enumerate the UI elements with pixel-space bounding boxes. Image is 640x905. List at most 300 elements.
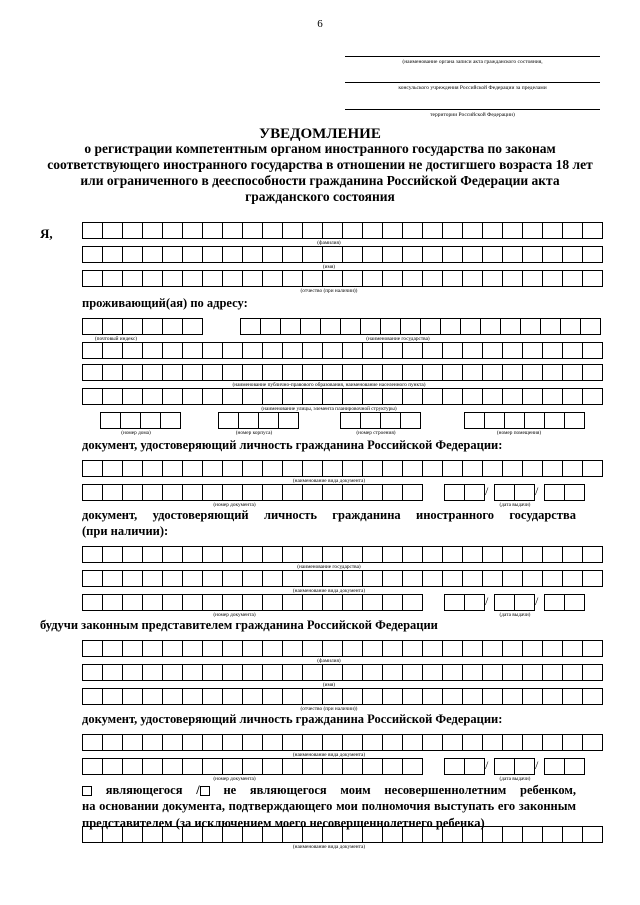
input-cell[interactable]: [82, 342, 103, 359]
input-cell[interactable]: [342, 484, 363, 501]
input-cell[interactable]: [122, 570, 143, 587]
input-cell[interactable]: [242, 364, 263, 381]
input-cell[interactable]: [142, 318, 163, 335]
input-cell[interactable]: [402, 594, 423, 611]
input-cell[interactable]: [322, 484, 343, 501]
input-cell[interactable]: [522, 664, 543, 681]
input-cell[interactable]: [442, 734, 463, 751]
input-cell[interactable]: [582, 734, 603, 751]
input-cell[interactable]: [342, 246, 363, 263]
input-cell[interactable]: [322, 388, 343, 405]
child-name-field[interactable]: [82, 664, 602, 681]
input-cell[interactable]: [462, 460, 483, 477]
input-cell[interactable]: [162, 664, 183, 681]
input-cell[interactable]: [140, 412, 161, 429]
input-cell[interactable]: [322, 546, 343, 563]
input-cell[interactable]: [462, 546, 483, 563]
input-cell[interactable]: [102, 570, 123, 587]
input-cell[interactable]: [442, 364, 463, 381]
input-cell[interactable]: [322, 688, 343, 705]
input-cell[interactable]: [544, 412, 565, 429]
input-cell[interactable]: [420, 318, 441, 335]
input-cell[interactable]: [442, 570, 463, 587]
input-cell[interactable]: [162, 640, 183, 657]
input-cell[interactable]: [122, 664, 143, 681]
input-cell[interactable]: [382, 388, 403, 405]
input-cell[interactable]: [522, 640, 543, 657]
input-cell[interactable]: [302, 270, 323, 287]
input-cell[interactable]: [402, 570, 423, 587]
input-cell[interactable]: [382, 664, 403, 681]
input-cell[interactable]: [522, 270, 543, 287]
input-cell[interactable]: [122, 364, 143, 381]
input-cell[interactable]: [482, 570, 503, 587]
input-cell[interactable]: [82, 826, 103, 843]
input-cell[interactable]: [82, 594, 103, 611]
input-cell[interactable]: [544, 484, 565, 501]
input-cell[interactable]: [302, 546, 323, 563]
input-cell[interactable]: [82, 546, 103, 563]
input-cell[interactable]: [302, 342, 323, 359]
input-cell[interactable]: [342, 222, 363, 239]
input-cell[interactable]: [340, 318, 361, 335]
input-cell[interactable]: [202, 246, 223, 263]
input-cell[interactable]: [82, 270, 103, 287]
input-cell[interactable]: [542, 222, 563, 239]
input-cell[interactable]: [302, 688, 323, 705]
input-cell[interactable]: [202, 270, 223, 287]
input-cell[interactable]: [582, 270, 603, 287]
child-surname-field[interactable]: [82, 640, 602, 657]
input-cell[interactable]: [462, 826, 483, 843]
input-cell[interactable]: [382, 640, 403, 657]
input-cell[interactable]: [322, 570, 343, 587]
input-cell[interactable]: [544, 594, 565, 611]
input-cell[interactable]: [562, 640, 583, 657]
foreign-issue-month-field[interactable]: [494, 594, 534, 611]
input-cell[interactable]: [142, 734, 163, 751]
input-cell[interactable]: [320, 318, 341, 335]
input-cell[interactable]: [442, 270, 463, 287]
input-cell[interactable]: [82, 664, 103, 681]
input-cell[interactable]: [142, 270, 163, 287]
input-cell[interactable]: [582, 364, 603, 381]
input-cell[interactable]: [504, 412, 525, 429]
input-cell[interactable]: [342, 460, 363, 477]
input-cell[interactable]: [202, 594, 223, 611]
input-cell[interactable]: [102, 342, 123, 359]
input-cell[interactable]: [342, 364, 363, 381]
input-cell[interactable]: [542, 388, 563, 405]
input-cell[interactable]: [182, 594, 203, 611]
input-cell[interactable]: [442, 546, 463, 563]
input-cell[interactable]: [82, 364, 103, 381]
input-cell[interactable]: [582, 546, 603, 563]
input-cell[interactable]: [562, 734, 583, 751]
input-cell[interactable]: [322, 758, 343, 775]
input-cell[interactable]: [562, 246, 583, 263]
input-cell[interactable]: [102, 364, 123, 381]
input-cell[interactable]: [282, 342, 303, 359]
input-cell[interactable]: [242, 826, 263, 843]
house-number-field[interactable]: [100, 412, 180, 429]
input-cell[interactable]: [240, 318, 261, 335]
input-cell[interactable]: [402, 364, 423, 381]
input-cell[interactable]: [222, 246, 243, 263]
input-cell[interactable]: [142, 758, 163, 775]
input-cell[interactable]: [422, 270, 443, 287]
input-cell[interactable]: [482, 246, 503, 263]
input-cell[interactable]: [322, 342, 343, 359]
input-cell[interactable]: [222, 640, 243, 657]
input-cell[interactable]: [122, 546, 143, 563]
input-cell[interactable]: [242, 688, 263, 705]
input-cell[interactable]: [182, 318, 203, 335]
input-cell[interactable]: [242, 734, 263, 751]
child-doc-number-field[interactable]: [82, 758, 422, 775]
input-cell[interactable]: [442, 826, 463, 843]
input-cell[interactable]: [82, 570, 103, 587]
input-cell[interactable]: [494, 484, 515, 501]
input-cell[interactable]: [322, 664, 343, 681]
input-cell[interactable]: [322, 270, 343, 287]
foreign-issue-year-field[interactable]: [544, 594, 584, 611]
input-cell[interactable]: [582, 664, 603, 681]
input-cell[interactable]: [464, 758, 485, 775]
input-cell[interactable]: [122, 594, 143, 611]
input-cell[interactable]: [162, 364, 183, 381]
input-cell[interactable]: [502, 734, 523, 751]
input-cell[interactable]: [480, 318, 501, 335]
input-cell[interactable]: [582, 826, 603, 843]
input-cell[interactable]: [502, 364, 523, 381]
input-cell[interactable]: [464, 484, 485, 501]
input-cell[interactable]: [380, 412, 401, 429]
input-cell[interactable]: [360, 318, 381, 335]
input-cell[interactable]: [82, 246, 103, 263]
input-cell[interactable]: [162, 318, 183, 335]
input-cell[interactable]: [382, 758, 403, 775]
input-cell[interactable]: [302, 570, 323, 587]
input-cell[interactable]: [422, 364, 443, 381]
input-cell[interactable]: [402, 546, 423, 563]
input-cell[interactable]: [482, 270, 503, 287]
input-cell[interactable]: [582, 688, 603, 705]
input-cell[interactable]: [402, 640, 423, 657]
input-cell[interactable]: [402, 688, 423, 705]
input-cell[interactable]: [302, 484, 323, 501]
input-cell[interactable]: [202, 826, 223, 843]
input-cell[interactable]: [542, 342, 563, 359]
input-cell[interactable]: [462, 270, 483, 287]
input-cell[interactable]: [482, 342, 503, 359]
input-cell[interactable]: [502, 246, 523, 263]
input-cell[interactable]: [342, 758, 363, 775]
input-cell[interactable]: [278, 412, 299, 429]
input-cell[interactable]: [282, 222, 303, 239]
input-cell[interactable]: [444, 758, 465, 775]
input-cell[interactable]: [222, 594, 243, 611]
input-cell[interactable]: [502, 570, 523, 587]
input-cell[interactable]: [382, 546, 403, 563]
input-cell[interactable]: [444, 594, 465, 611]
input-cell[interactable]: [422, 342, 443, 359]
input-cell[interactable]: [502, 826, 523, 843]
input-cell[interactable]: [442, 460, 463, 477]
input-cell[interactable]: [442, 246, 463, 263]
issue-day-field[interactable]: [444, 484, 484, 501]
input-cell[interactable]: [122, 640, 143, 657]
input-cell[interactable]: [502, 546, 523, 563]
room-number-field[interactable]: [464, 412, 584, 429]
input-cell[interactable]: [402, 484, 423, 501]
input-cell[interactable]: [282, 594, 303, 611]
input-cell[interactable]: [520, 318, 541, 335]
input-cell[interactable]: [222, 546, 243, 563]
input-cell[interactable]: [202, 388, 223, 405]
input-cell[interactable]: [102, 388, 123, 405]
input-cell[interactable]: [382, 734, 403, 751]
input-cell[interactable]: [262, 342, 283, 359]
input-cell[interactable]: [564, 594, 585, 611]
input-cell[interactable]: [102, 460, 123, 477]
input-cell[interactable]: [442, 222, 463, 239]
input-cell[interactable]: [462, 246, 483, 263]
input-cell[interactable]: [142, 484, 163, 501]
input-cell[interactable]: [142, 388, 163, 405]
input-cell[interactable]: [100, 412, 121, 429]
input-cell[interactable]: [382, 688, 403, 705]
input-cell[interactable]: [362, 246, 383, 263]
input-cell[interactable]: [362, 546, 383, 563]
input-cell[interactable]: [262, 688, 283, 705]
input-cell[interactable]: [222, 222, 243, 239]
input-cell[interactable]: [82, 640, 103, 657]
input-cell[interactable]: [564, 484, 585, 501]
input-cell[interactable]: [562, 826, 583, 843]
input-cell[interactable]: [502, 270, 523, 287]
input-cell[interactable]: [522, 364, 543, 381]
input-cell[interactable]: [464, 594, 485, 611]
input-cell[interactable]: [402, 826, 423, 843]
input-cell[interactable]: [122, 246, 143, 263]
foreign-doc-type-field[interactable]: [82, 570, 602, 587]
input-cell[interactable]: [462, 222, 483, 239]
input-cell[interactable]: [522, 688, 543, 705]
input-cell[interactable]: [522, 342, 543, 359]
input-cell[interactable]: [282, 758, 303, 775]
child-patronymic-field[interactable]: [82, 688, 602, 705]
input-cell[interactable]: [422, 826, 443, 843]
input-cell[interactable]: [460, 318, 481, 335]
input-cell[interactable]: [524, 412, 545, 429]
input-cell[interactable]: [162, 388, 183, 405]
input-cell[interactable]: [322, 734, 343, 751]
input-cell[interactable]: [162, 546, 183, 563]
input-cell[interactable]: [182, 826, 203, 843]
input-cell[interactable]: [382, 570, 403, 587]
input-cell[interactable]: [582, 342, 603, 359]
input-cell[interactable]: [260, 318, 281, 335]
input-cell[interactable]: [442, 664, 463, 681]
input-cell[interactable]: [422, 388, 443, 405]
input-cell[interactable]: [282, 688, 303, 705]
input-cell[interactable]: [202, 364, 223, 381]
input-cell[interactable]: [580, 318, 601, 335]
input-cell[interactable]: [182, 364, 203, 381]
is-not-child-checkbox[interactable]: [200, 786, 210, 796]
input-cell[interactable]: [422, 246, 443, 263]
input-cell[interactable]: [122, 270, 143, 287]
input-cell[interactable]: [262, 270, 283, 287]
input-cell[interactable]: [522, 734, 543, 751]
input-cell[interactable]: [82, 318, 103, 335]
input-cell[interactable]: [402, 664, 423, 681]
input-cell[interactable]: [582, 570, 603, 587]
basis-doc-type-field[interactable]: [82, 826, 602, 843]
input-cell[interactable]: [258, 412, 279, 429]
input-cell[interactable]: [122, 758, 143, 775]
input-cell[interactable]: [82, 484, 103, 501]
input-cell[interactable]: [142, 594, 163, 611]
input-cell[interactable]: [242, 222, 263, 239]
input-cell[interactable]: [182, 734, 203, 751]
input-cell[interactable]: [402, 460, 423, 477]
input-cell[interactable]: [562, 688, 583, 705]
input-cell[interactable]: [122, 318, 143, 335]
input-cell[interactable]: [362, 222, 383, 239]
input-cell[interactable]: [422, 546, 443, 563]
input-cell[interactable]: [162, 758, 183, 775]
input-cell[interactable]: [142, 664, 163, 681]
input-cell[interactable]: [382, 594, 403, 611]
issue-month-field[interactable]: [494, 484, 534, 501]
input-cell[interactable]: [322, 222, 343, 239]
input-cell[interactable]: [514, 594, 535, 611]
input-cell[interactable]: [382, 246, 403, 263]
input-cell[interactable]: [262, 246, 283, 263]
input-cell[interactable]: [322, 460, 343, 477]
input-cell[interactable]: [102, 270, 123, 287]
input-cell[interactable]: [182, 688, 203, 705]
input-cell[interactable]: [482, 664, 503, 681]
input-cell[interactable]: [202, 688, 223, 705]
input-cell[interactable]: [122, 826, 143, 843]
input-cell[interactable]: [562, 270, 583, 287]
input-cell[interactable]: [302, 388, 323, 405]
input-cell[interactable]: [302, 640, 323, 657]
input-cell[interactable]: [162, 246, 183, 263]
input-cell[interactable]: [242, 460, 263, 477]
input-cell[interactable]: [402, 388, 423, 405]
input-cell[interactable]: [122, 688, 143, 705]
input-cell[interactable]: [464, 412, 485, 429]
input-cell[interactable]: [162, 460, 183, 477]
input-cell[interactable]: [242, 570, 263, 587]
input-cell[interactable]: [482, 688, 503, 705]
input-cell[interactable]: [442, 342, 463, 359]
input-cell[interactable]: [242, 594, 263, 611]
input-cell[interactable]: [162, 826, 183, 843]
input-cell[interactable]: [262, 758, 283, 775]
input-cell[interactable]: [402, 342, 423, 359]
input-cell[interactable]: [82, 460, 103, 477]
input-cell[interactable]: [222, 758, 243, 775]
input-cell[interactable]: [380, 318, 401, 335]
input-cell[interactable]: [542, 364, 563, 381]
input-cell[interactable]: [282, 664, 303, 681]
input-cell[interactable]: [222, 688, 243, 705]
input-cell[interactable]: [402, 270, 423, 287]
input-cell[interactable]: [162, 222, 183, 239]
doc-number-field[interactable]: [82, 484, 422, 501]
input-cell[interactable]: [484, 412, 505, 429]
input-cell[interactable]: [462, 342, 483, 359]
input-cell[interactable]: [400, 318, 421, 335]
input-cell[interactable]: [142, 364, 163, 381]
input-cell[interactable]: [522, 570, 543, 587]
input-cell[interactable]: [502, 688, 523, 705]
input-cell[interactable]: [242, 342, 263, 359]
input-cell[interactable]: [582, 246, 603, 263]
input-cell[interactable]: [262, 222, 283, 239]
input-cell[interactable]: [342, 826, 363, 843]
input-cell[interactable]: [362, 688, 383, 705]
input-cell[interactable]: [202, 734, 223, 751]
input-cell[interactable]: [302, 364, 323, 381]
input-cell[interactable]: [342, 388, 363, 405]
input-cell[interactable]: [102, 826, 123, 843]
input-cell[interactable]: [462, 664, 483, 681]
input-cell[interactable]: [542, 570, 563, 587]
input-cell[interactable]: [262, 364, 283, 381]
input-cell[interactable]: [102, 318, 123, 335]
input-cell[interactable]: [502, 640, 523, 657]
input-cell[interactable]: [222, 364, 243, 381]
input-cell[interactable]: [282, 270, 303, 287]
input-cell[interactable]: [142, 342, 163, 359]
input-cell[interactable]: [540, 318, 561, 335]
building-number-field[interactable]: [218, 412, 298, 429]
input-cell[interactable]: [142, 546, 163, 563]
is-child-checkbox[interactable]: [82, 786, 92, 796]
input-cell[interactable]: [242, 758, 263, 775]
input-cell[interactable]: [162, 688, 183, 705]
input-cell[interactable]: [162, 342, 183, 359]
input-cell[interactable]: [402, 758, 423, 775]
input-cell[interactable]: [262, 594, 283, 611]
input-cell[interactable]: [282, 246, 303, 263]
input-cell[interactable]: [562, 570, 583, 587]
input-cell[interactable]: [102, 688, 123, 705]
input-cell[interactable]: [362, 640, 383, 657]
child-issue-month-field[interactable]: [494, 758, 534, 775]
input-cell[interactable]: [544, 758, 565, 775]
input-cell[interactable]: [122, 342, 143, 359]
input-cell[interactable]: [102, 758, 123, 775]
input-cell[interactable]: [238, 412, 259, 429]
input-cell[interactable]: [482, 546, 503, 563]
input-cell[interactable]: [262, 640, 283, 657]
input-cell[interactable]: [502, 388, 523, 405]
input-cell[interactable]: [102, 734, 123, 751]
input-cell[interactable]: [222, 734, 243, 751]
input-cell[interactable]: [342, 546, 363, 563]
input-cell[interactable]: [142, 640, 163, 657]
input-cell[interactable]: [382, 364, 403, 381]
input-cell[interactable]: [362, 484, 383, 501]
input-cell[interactable]: [482, 460, 503, 477]
